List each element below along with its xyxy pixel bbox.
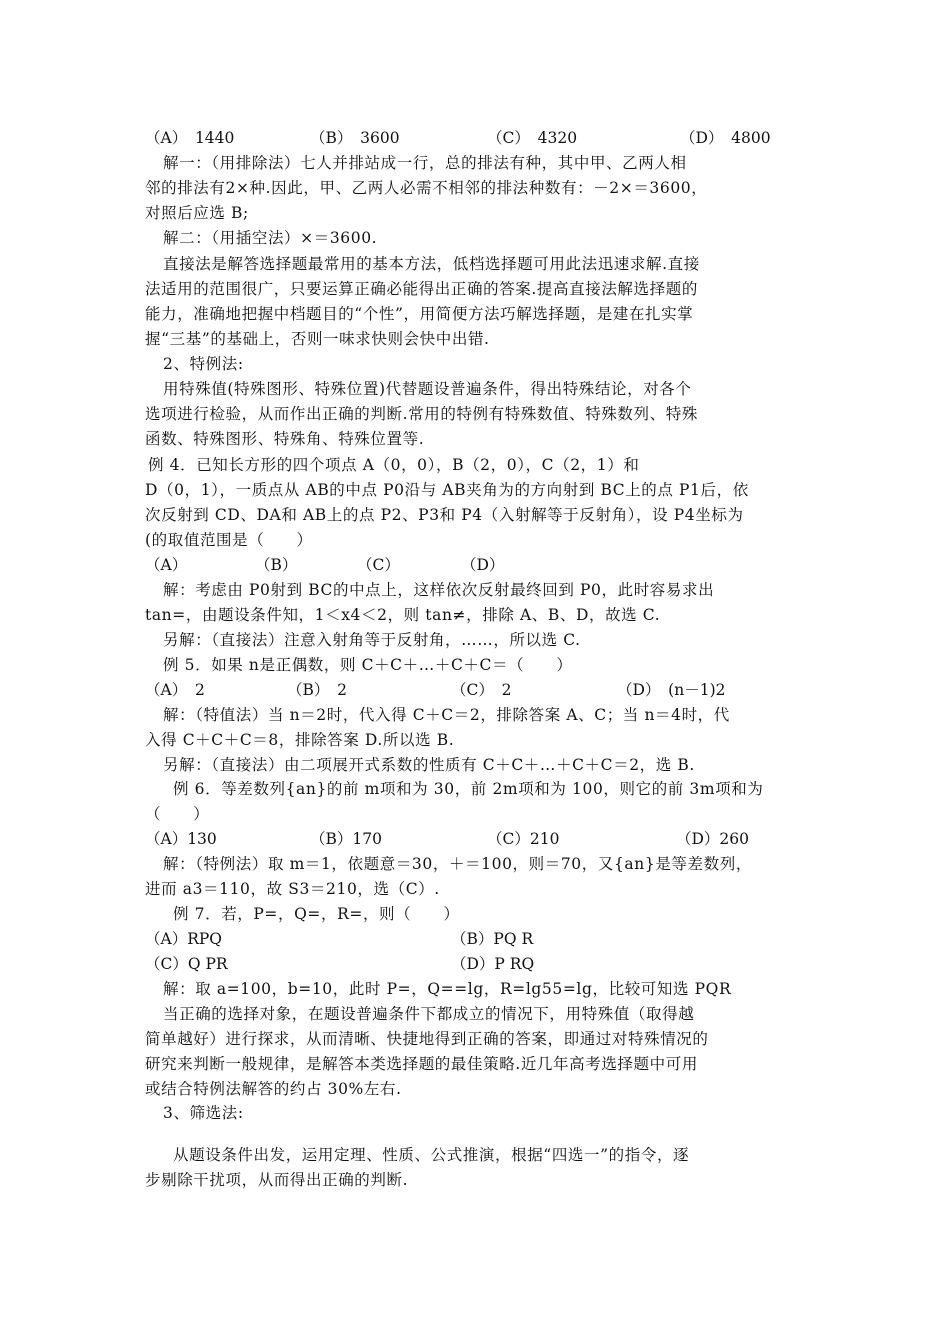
example6-solution: 解：（特例法）取 m＝1，依题意＝30，＋＝100，则＝70，又{an}是等差数列， bbox=[163, 855, 752, 873]
ex3-option-c: （C） 4320 bbox=[487, 129, 578, 147]
ex4-option-d: （D） bbox=[461, 556, 505, 574]
ex3-option-d: （D） 4800 bbox=[680, 129, 771, 147]
direct-method-paragraph: 握“三基”的基础上，否则一味求快则会快中出错. bbox=[145, 330, 490, 348]
direct-method-paragraph: 能力，准确地把握中档题目的“个性”，用简便方法巧解选择题，是建在扎实掌 bbox=[145, 305, 694, 323]
section-heading-filter: 3、筛选法: bbox=[163, 1104, 244, 1122]
example5-solution: 入得 C＋C＋C＝8，排除答案 D.所以选 B. bbox=[145, 731, 455, 749]
ex7-option-b: （B）PQ R bbox=[451, 930, 534, 948]
ex3-option-b: （B） 3600 bbox=[310, 129, 400, 147]
ex4-option-b: （B） bbox=[255, 556, 298, 574]
solution1-line: 解一：（用排除法）七人并排站成一行，总的排法有种，其中甲、乙两人相 bbox=[163, 154, 687, 172]
ex5-option-b: （B） 2 bbox=[287, 681, 348, 699]
solution1-line: 对照后应选 B; bbox=[145, 204, 249, 222]
ex5-option-c: （C） 2 bbox=[451, 681, 512, 699]
ex5-option-d: （D） (n－1)2 bbox=[617, 681, 726, 699]
example5-alt-solution: 另解：（直接法）由二项展开式系数的性质有 C＋C＋…＋C＋C＝2，选 B. bbox=[163, 756, 695, 774]
ex7-option-d: （D）P RQ bbox=[451, 955, 535, 973]
ex7-option-a: （A）RPQ bbox=[145, 930, 223, 948]
special-method-paragraph: 函数、特殊图形、特殊角、特殊位置等. bbox=[145, 430, 425, 448]
direct-method-paragraph: 直接法是解答选择题最常用的基本方法，低档选择题可用此法迅速求解.直接 bbox=[163, 255, 700, 273]
ex5-option-a: （A） 2 bbox=[145, 681, 205, 699]
example4-question: (的取值范围是（ ） bbox=[145, 531, 313, 549]
example6-solution: 进而 a3＝110，故 S3＝210，选（C）. bbox=[145, 880, 440, 898]
special-method-paragraph: 用特殊值(特殊图形、特殊位置)代替题设普遍条件，得出特殊结论，对各个 bbox=[163, 380, 692, 398]
section-heading-special: 2、特例法: bbox=[163, 355, 244, 373]
solution2-line: 解二：（用插空法）×＝3600. bbox=[163, 229, 378, 247]
summary-paragraph: 或结合特例法解答的约占 30%左右. bbox=[145, 1080, 402, 1098]
filter-method-paragraph: 从题设条件出发，运用定理、性质、公式推演，根据“四选一”的指令，逐 bbox=[173, 1146, 690, 1164]
example6-question: （ ） bbox=[145, 805, 210, 823]
example7-solution: 解：取 a=100，b=10，此时 P=，Q==lg，R=lg55=lg，比较可知选 PQR bbox=[163, 980, 732, 998]
ex6-option-c: （C）210 bbox=[487, 830, 560, 848]
example4-alt-solution: 另解：（直接法）注意入射角等于反射角，……，所以选 C. bbox=[163, 631, 581, 649]
special-method-paragraph: 选项进行检验，从而作出正确的判断.常用的特例有特殊数值、特殊数列、特殊 bbox=[145, 405, 698, 423]
example5-solution: 解：（特值法）当 n＝2时，代入得 C＋C＝2，排除答案 A、C；当 n＝4时，代 bbox=[163, 706, 730, 724]
direct-method-paragraph: 法适用的范围很广，只要运算正确必能得出正确的答案.提高直接法解选择题的 bbox=[145, 280, 698, 298]
example6-question: 例 6．等差数列{an}的前 m项和为 30，前 2m项和为 100，则它的前 3m项和为 bbox=[173, 780, 764, 798]
filter-method-paragraph: 步剔除干扰项，从而得出正确的判断. bbox=[145, 1171, 409, 1189]
ex7-option-c: （C）Q PR bbox=[145, 955, 228, 973]
solution1-line: 邻的排法有2×种.因此，甲、乙两人必需不相邻的排法种数有：－2×＝3600， bbox=[145, 179, 708, 197]
ex6-option-a: （A）130 bbox=[145, 830, 217, 848]
summary-paragraph: 当正确的选择对象，在题设普遍条件下都成立的情况下，用特殊值（取得越 bbox=[163, 1005, 695, 1023]
ex3-option-a: （A） 1440 bbox=[145, 129, 235, 147]
example4-question: D（0，1），一质点从 AB的中点 P0沿与 AB夹角为的方向射到 BC上的点 P1后，依 bbox=[145, 481, 749, 499]
example7-question: 例 7．若，P=，Q=，R=，则（ ） bbox=[173, 905, 460, 923]
ex6-option-b: （B）170 bbox=[310, 830, 382, 848]
example5-question: 例 5．如果 n是正偶数，则 C＋C＋…＋C＋C＝（ ） bbox=[163, 656, 573, 674]
example4-solution: tan=，由题设条件知，1＜x4＜2，则 tan≠，排除 A、B、D，故选 C. bbox=[145, 606, 661, 624]
summary-paragraph: 研究来判断一般规律，是解答本类选择题的最佳策略.近几年高考选择题中可用 bbox=[145, 1055, 698, 1073]
ex4-option-a: （A） bbox=[145, 556, 188, 574]
example4-solution: 解：考虑由 P0射到 BC的中点上，这样依次反射最终回到 P0，此时容易求出 bbox=[163, 581, 715, 599]
summary-paragraph: 简单越好）进行探求，从而清晰、快捷地得到正确的答案，即通过对特殊情况的 bbox=[145, 1030, 709, 1048]
ex4-option-c: （C） bbox=[357, 556, 400, 574]
example4-question: 例 4．已知长方形的四个项点 A（0，0），B（2，0），C（2，1）和 bbox=[148, 456, 640, 474]
example4-question: 次反射到 CD、DA和 AB上的点 P2、P3和 P4（入射解等于反射角），设 P4坐标为 bbox=[145, 506, 744, 524]
ex6-option-d: （D）260 bbox=[676, 830, 750, 848]
